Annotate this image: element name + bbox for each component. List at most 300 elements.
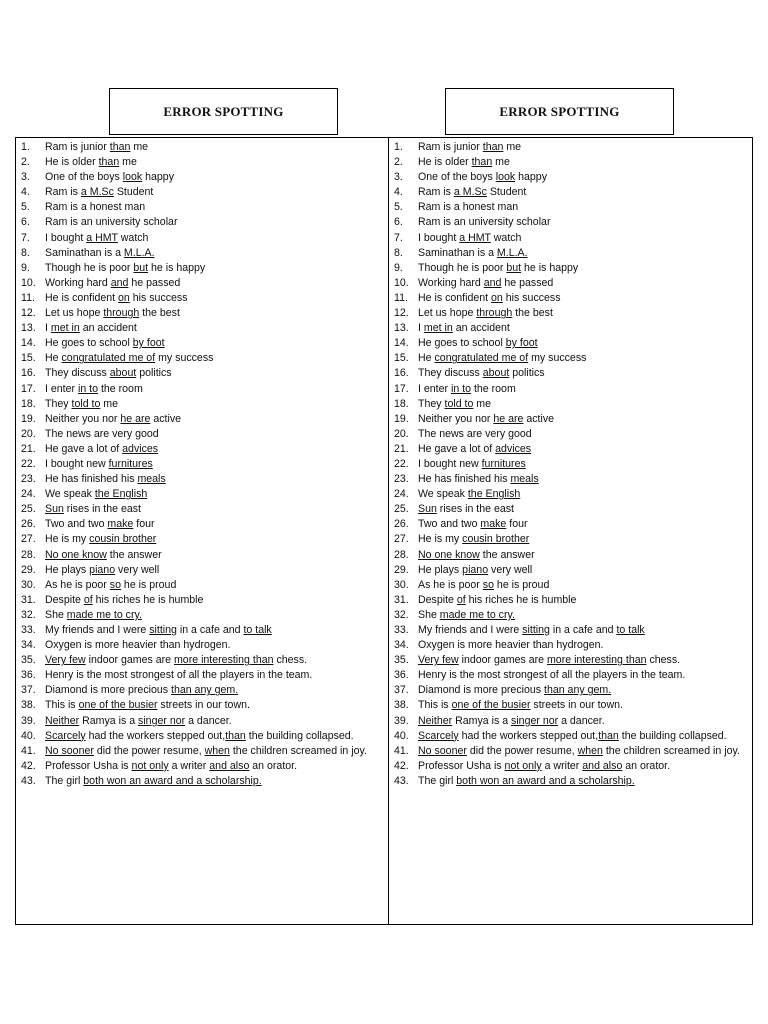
item-number: 9. <box>21 261 30 274</box>
sentence-text: I bought <box>45 231 87 244</box>
list-item <box>16 306 388 321</box>
sentence-text: his success <box>129 291 188 304</box>
sentence-text: the answer <box>479 548 535 561</box>
underlined-phrase: on <box>118 291 130 304</box>
list-item <box>389 321 752 336</box>
item-number: 7. <box>394 231 403 244</box>
sentence-text: me <box>492 156 510 169</box>
sentence-text: an orator. <box>622 759 671 772</box>
underlined-phrase: Sun <box>418 503 437 516</box>
list-item <box>16 276 388 291</box>
list-item <box>389 623 752 638</box>
sentence-text: the building collapsed. <box>245 729 354 742</box>
left-column <box>16 138 388 924</box>
sentence-text: in a cafe and <box>176 624 244 636</box>
sentence-text: Henry is the most strongest of all the players in the team. <box>418 669 686 682</box>
underlined-phrase: when <box>577 744 603 757</box>
item-number: 26. <box>394 518 409 531</box>
list-item <box>389 563 752 578</box>
item-number: 33. <box>21 624 36 636</box>
underlined-phrase: and <box>110 276 129 289</box>
underlined-phrase: make <box>107 518 134 531</box>
sentence-text: he is proud <box>120 578 177 591</box>
right-column <box>388 138 752 924</box>
underlined-phrase: one of the busier <box>451 699 531 712</box>
sentence-text: the room <box>471 382 516 395</box>
sentence-text: active <box>523 412 555 425</box>
list-item <box>16 366 388 381</box>
sentence-text: a dancer. <box>558 714 605 727</box>
list-item <box>16 502 388 517</box>
sentence-text: his riches he is humble <box>465 593 577 606</box>
underlined-phrase: a M.Sc <box>453 186 487 199</box>
underlined-phrase: Scarcely <box>45 729 86 742</box>
underlined-phrase: make <box>480 518 507 531</box>
list-item <box>389 744 752 759</box>
sentence-text: He gave a lot of <box>418 442 496 455</box>
underlined-phrase: sitting <box>522 624 550 636</box>
sentence-text: he is happy <box>148 261 206 274</box>
sentence-text: the best <box>139 307 180 320</box>
list-item <box>16 548 388 563</box>
list-item <box>389 382 752 397</box>
underlined-phrase: to talk <box>616 624 645 636</box>
item-number: 17. <box>21 382 36 395</box>
underlined-phrase: by foot <box>132 337 165 350</box>
underlined-phrase: and also <box>582 759 623 772</box>
sentence-text: me <box>100 397 119 410</box>
item-number: 40. <box>21 729 36 742</box>
underlined-phrase: than <box>225 729 246 742</box>
underlined-phrase: not only <box>131 759 169 772</box>
sentence-text: He is confident <box>418 291 492 304</box>
sentence-text: Professor Usha is <box>418 759 505 772</box>
underlined-phrase: cousin brother <box>462 533 530 546</box>
sentence-text: Professor Usha is <box>45 759 132 772</box>
item-number: 2. <box>394 156 403 169</box>
sentence-text: his riches he is humble <box>92 593 204 606</box>
item-number: 8. <box>21 246 30 259</box>
sentence-text: He plays <box>45 563 90 576</box>
underlined-phrase: than <box>109 141 131 153</box>
sentence-text: He is older <box>418 156 472 169</box>
sentence-text: happy <box>142 171 174 184</box>
item-number: 26. <box>21 518 36 531</box>
list-item <box>16 185 388 200</box>
sentence-text: Student <box>113 186 154 199</box>
list-item <box>16 351 388 366</box>
item-number: 41. <box>21 744 36 757</box>
item-number: 37. <box>21 684 36 697</box>
sentence-text: the answer <box>106 548 162 561</box>
sentence-text: The news are very good <box>45 427 159 440</box>
list-item <box>16 608 388 623</box>
item-number: 24. <box>394 488 409 501</box>
underlined-phrase: look <box>122 171 143 184</box>
item-number: 4. <box>21 186 30 199</box>
list-item <box>389 759 752 774</box>
sentence-text: he passed <box>128 276 181 289</box>
underlined-phrase: sitting <box>149 624 177 636</box>
list-item <box>16 683 388 698</box>
sentence-text: They <box>45 397 72 410</box>
item-number: 12. <box>394 307 409 320</box>
sentence-text: had the workers stepped out, <box>458 729 599 742</box>
sentence-text: rises in the east <box>63 503 141 516</box>
list-item <box>389 774 752 789</box>
item-number: 31. <box>394 593 409 606</box>
underlined-phrase: of <box>456 593 466 606</box>
underlined-phrase: told to <box>71 397 101 410</box>
sentence-text: Ram is an university scholar <box>418 216 551 229</box>
underlined-phrase: a HMT <box>459 231 491 244</box>
sentence-text: an orator. <box>249 759 298 772</box>
list-item <box>16 653 388 668</box>
sentence-list-right <box>389 140 752 789</box>
sentence-text: Though he is poor <box>45 261 134 274</box>
item-number: 36. <box>21 669 36 682</box>
sentence-text: me <box>119 156 137 169</box>
item-number: 40. <box>394 729 409 742</box>
list-item <box>389 261 752 276</box>
underlined-phrase: piano <box>462 563 489 576</box>
underlined-phrase: to talk <box>243 624 272 636</box>
list-item <box>16 668 388 683</box>
underlined-phrase: look <box>495 171 516 184</box>
item-number: 32. <box>394 608 409 621</box>
sentence-text: chess. <box>273 654 308 667</box>
sentence-text: Working hard <box>45 276 111 289</box>
item-number: 20. <box>394 427 409 440</box>
underlined-phrase: a M.Sc <box>80 186 114 199</box>
list-item <box>389 351 752 366</box>
sentence-text: rises in the east <box>436 503 514 516</box>
list-item <box>16 200 388 215</box>
item-number: 14. <box>394 337 409 350</box>
list-item <box>16 261 388 276</box>
list-item <box>16 397 388 412</box>
sentence-text: me <box>473 397 492 410</box>
item-number: 13. <box>394 322 409 335</box>
underlined-phrase: No sooner <box>418 744 467 757</box>
underlined-phrase: than any gem. <box>544 684 612 697</box>
list-item <box>389 442 752 457</box>
item-number: 27. <box>21 533 36 546</box>
item-number: 10. <box>394 276 409 289</box>
sentence-text: me <box>130 141 149 153</box>
sentence-text: Saminathan is a <box>45 246 124 259</box>
list-item <box>16 472 388 487</box>
item-number: 42. <box>21 759 36 772</box>
underlined-phrase: the English <box>467 488 521 501</box>
list-item <box>16 759 388 774</box>
item-number: 41. <box>394 744 409 757</box>
underlined-phrase: through <box>103 307 140 320</box>
sentence-text: He has finished his <box>45 473 138 486</box>
sentence-text: The girl <box>45 774 84 787</box>
sentence-text: Ram is a honest man <box>45 201 146 214</box>
item-number: 27. <box>394 533 409 546</box>
underlined-phrase: singer nor <box>511 714 559 727</box>
underlined-phrase: in to <box>450 382 472 395</box>
list-item <box>389 729 752 744</box>
list-item <box>16 698 388 713</box>
underlined-phrase: so <box>109 578 121 591</box>
underlined-phrase: than <box>98 156 120 169</box>
item-number: 35. <box>21 654 36 667</box>
list-item <box>16 487 388 502</box>
list-item <box>389 548 752 563</box>
sentence-text: streets in our town. <box>157 699 250 712</box>
list-item <box>389 231 752 246</box>
sentence-text: he is proud <box>493 578 550 591</box>
list-item <box>389 502 752 517</box>
item-number: 7. <box>21 231 30 244</box>
sentence-text: watch <box>117 231 149 244</box>
underlined-phrase: both won an award and a scholarship. <box>456 774 635 787</box>
item-number: 2. <box>21 156 30 169</box>
underlined-phrase: No one know <box>45 548 107 561</box>
item-number: 25. <box>394 503 409 516</box>
item-number: 16. <box>21 367 36 380</box>
sentence-text: the best <box>512 307 553 320</box>
item-number: 30. <box>21 578 36 591</box>
item-number: 15. <box>394 352 409 365</box>
page-title-right: ERROR SPOTTING <box>499 103 620 119</box>
underlined-phrase: he are <box>120 412 151 425</box>
underlined-phrase: Very few <box>45 654 86 667</box>
sentence-text: Saminathan is a <box>418 246 497 259</box>
sentence-text: he is happy <box>521 261 579 274</box>
sentence-text: He is my <box>45 533 90 546</box>
sentence-text: Despite <box>45 593 84 606</box>
sentence-text: He plays <box>418 563 463 576</box>
sentence-text: He is older <box>45 156 99 169</box>
sentence-text: a dancer. <box>185 714 232 727</box>
item-number: 38. <box>394 699 409 712</box>
sentence-text: Let us hope <box>45 307 104 320</box>
item-number: 30. <box>394 578 409 591</box>
item-number: 14. <box>21 337 36 350</box>
list-item <box>389 638 752 653</box>
item-number: 25. <box>21 503 36 516</box>
item-number: 4. <box>394 186 403 199</box>
sentence-text: his success <box>502 291 561 304</box>
sentence-text: an accident <box>452 322 510 335</box>
underlined-phrase: No one know <box>418 548 480 561</box>
list-item <box>16 532 388 547</box>
item-number: 28. <box>21 548 36 561</box>
item-number: 22. <box>21 457 36 470</box>
underlined-phrase: congratulated me of <box>434 352 529 365</box>
sentence-text: I bought new <box>418 457 482 470</box>
underlined-phrase: more interesting than <box>173 654 274 667</box>
sentence-text: We speak <box>45 488 95 501</box>
sentence-text: He <box>418 352 435 365</box>
underlined-phrase: more interesting than <box>546 654 647 667</box>
item-number: 22. <box>394 457 409 470</box>
item-number: 21. <box>394 442 409 455</box>
item-number: 13. <box>21 322 36 335</box>
list-item <box>16 140 388 155</box>
item-number: 43. <box>394 774 409 787</box>
sentence-text: my success <box>528 352 587 365</box>
sentence-text: Diamond is more precious <box>418 684 544 697</box>
underlined-phrase: made me to cry. <box>66 608 142 621</box>
list-item <box>16 291 388 306</box>
item-number: 31. <box>21 593 36 606</box>
list-item <box>16 578 388 593</box>
sentence-text: He goes to school <box>418 337 506 350</box>
underlined-phrase: by foot <box>505 337 538 350</box>
underlined-phrase: met in <box>423 322 453 335</box>
list-item <box>389 215 752 230</box>
sentence-text: indoor games are <box>458 654 547 667</box>
item-number: 5. <box>394 201 403 214</box>
list-item <box>16 321 388 336</box>
sentence-text: me <box>503 141 522 153</box>
underlined-phrase: than <box>598 729 619 742</box>
list-item <box>16 744 388 759</box>
sentence-text: One of the boys <box>45 171 123 184</box>
underlined-phrase: on <box>491 291 503 304</box>
sentence-text: Though he is poor <box>418 261 507 274</box>
list-item <box>389 276 752 291</box>
sentence-text: my success <box>155 352 214 365</box>
underlined-phrase: the English <box>94 488 148 501</box>
list-item <box>389 412 752 427</box>
sentence-text: As he is poor <box>418 578 483 591</box>
underlined-phrase: advices <box>122 442 159 455</box>
list-item <box>389 397 752 412</box>
underlined-phrase: than <box>482 141 504 153</box>
sentence-text: As he is poor <box>45 578 110 591</box>
item-number: 8. <box>394 246 403 259</box>
list-item <box>16 517 388 532</box>
list-item <box>16 427 388 442</box>
item-number: 11. <box>21 291 35 304</box>
sentence-list-left <box>16 140 388 789</box>
sentence-text: I bought <box>418 231 460 244</box>
underlined-phrase: No sooner <box>45 744 94 757</box>
sentence-text: did the power resume, <box>93 744 205 757</box>
sentence-text: The news are very good <box>418 427 532 440</box>
underlined-phrase: furnitures <box>481 457 526 470</box>
sentence-text: They <box>418 397 445 410</box>
underlined-phrase: M.L.A. <box>496 246 528 259</box>
item-number: 23. <box>21 473 36 486</box>
title-box-right <box>445 88 674 135</box>
item-number: 11. <box>394 291 408 304</box>
item-number: 6. <box>21 216 30 229</box>
list-item <box>389 246 752 261</box>
underlined-phrase: in to <box>77 382 99 395</box>
list-item <box>389 170 752 185</box>
item-number: 1. <box>21 141 30 153</box>
sentence-text: the building collapsed. <box>618 729 727 742</box>
sentence-text: This is <box>418 699 452 712</box>
sentence-text: Student <box>486 186 527 199</box>
sentence-text: She <box>45 608 67 621</box>
list-item <box>16 382 388 397</box>
item-number: 16. <box>394 367 409 380</box>
item-number: 9. <box>394 261 403 274</box>
item-number: 23. <box>394 473 409 486</box>
list-item <box>389 698 752 713</box>
list-item <box>389 427 752 442</box>
underlined-phrase: both won an award and a scholarship. <box>83 774 262 787</box>
sentence-text: very well <box>488 563 533 576</box>
list-item <box>389 608 752 623</box>
underlined-phrase: but <box>506 261 522 274</box>
item-number: 42. <box>394 759 409 772</box>
underlined-phrase: Neither <box>45 714 80 727</box>
sentence-text: happy <box>515 171 547 184</box>
underlined-phrase: singer nor <box>138 714 186 727</box>
sentence-text: Ram is junior <box>418 141 483 153</box>
sentence-text: politics <box>136 367 172 380</box>
underlined-phrase: made me to cry. <box>439 608 515 621</box>
page-title-left: ERROR SPOTTING <box>163 103 284 119</box>
list-item <box>389 668 752 683</box>
sentence-text: politics <box>509 367 545 380</box>
item-number: 38. <box>21 699 36 712</box>
sentence-text: watch <box>490 231 522 244</box>
sentence-text: He goes to school <box>45 337 133 350</box>
underlined-phrase: Scarcely <box>418 729 459 742</box>
sentence-text: This is <box>45 699 79 712</box>
item-number: 24. <box>21 488 36 501</box>
item-number: 19. <box>21 412 36 425</box>
underlined-phrase: Neither <box>418 714 453 727</box>
sentence-text: did the power resume, <box>466 744 578 757</box>
sentence-text: She <box>418 608 440 621</box>
list-item <box>389 306 752 321</box>
error-spotting-table <box>15 137 753 925</box>
underlined-phrase: furnitures <box>108 457 153 470</box>
item-number: 28. <box>394 548 409 561</box>
item-number: 35. <box>394 654 409 667</box>
list-item <box>16 638 388 653</box>
item-number: 36. <box>394 669 409 682</box>
sentence-text: Neither you nor <box>418 412 494 425</box>
list-item <box>389 714 752 729</box>
list-item <box>16 714 388 729</box>
underlined-phrase: one of the busier <box>78 699 158 712</box>
item-number: 19. <box>394 412 409 425</box>
list-item <box>389 200 752 215</box>
item-number: 33. <box>394 624 409 636</box>
underlined-phrase: advices <box>495 442 532 455</box>
sentence-text: I <box>45 322 51 335</box>
item-number: 34. <box>394 639 409 652</box>
underlined-phrase: than <box>471 156 493 169</box>
sentence-text: active <box>150 412 182 425</box>
item-number: 20. <box>21 427 36 440</box>
sentence-text: an accident <box>79 322 137 335</box>
item-number: 39. <box>394 714 409 727</box>
list-item <box>16 457 388 472</box>
item-number: 29. <box>394 563 409 576</box>
underlined-phrase: so <box>482 578 494 591</box>
sentence-text: the children screamed in joy. <box>229 744 367 757</box>
sentence-text: My friends and I were <box>45 624 150 636</box>
item-number: 15. <box>21 352 36 365</box>
underlined-phrase: M.L.A. <box>123 246 155 259</box>
sentence-text: Ramya is a <box>452 714 512 727</box>
list-item <box>389 457 752 472</box>
item-number: 3. <box>394 171 403 184</box>
